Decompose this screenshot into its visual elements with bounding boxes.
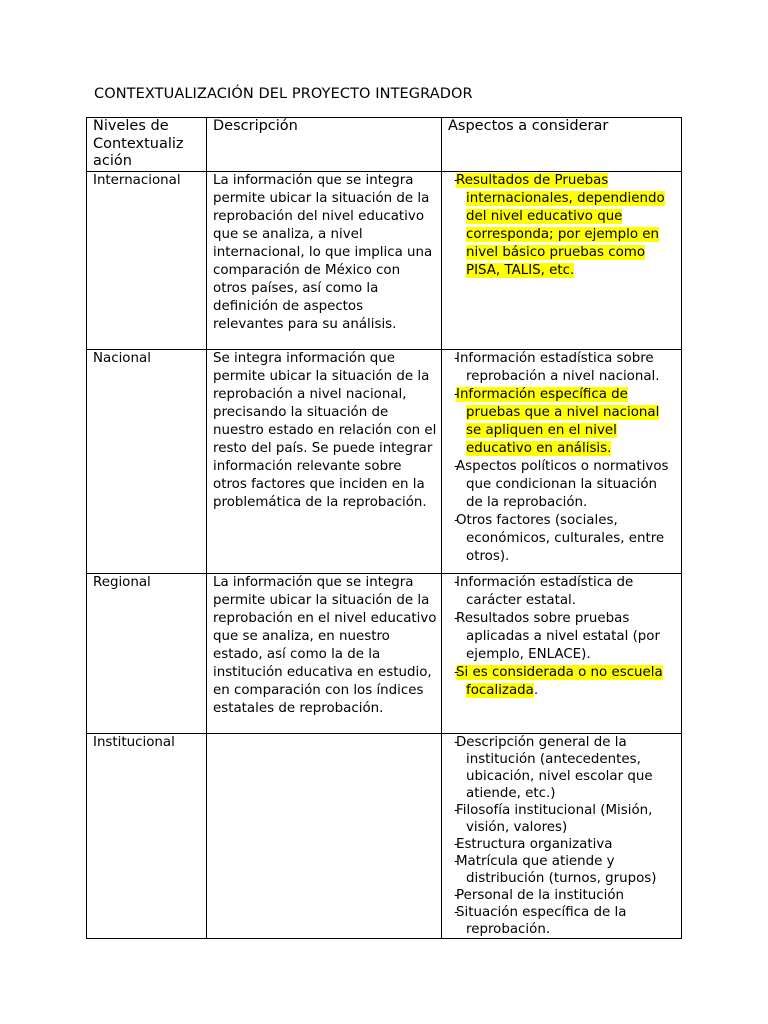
aspects-cell xyxy=(442,573,682,733)
highlighted-text: Información específica de pruebas que a nivel nacional se apliquen en el nivel educativo en análisis. xyxy=(456,386,660,456)
aspects-list xyxy=(448,734,677,938)
header-aspects: Aspectos a considerar xyxy=(442,118,682,172)
punctuation: . xyxy=(533,682,539,698)
document-title: CONTEXTUALIZACIÓN DEL PROYECTO INTEGRADOR xyxy=(94,86,473,102)
list-item: - Otros factores (sociales, económicos, culturales, entre otros). xyxy=(456,512,677,566)
contextualization-table xyxy=(86,117,682,939)
header-levels: Niveles de Contextualiz ación xyxy=(87,118,207,172)
list-item: - Resultados sobre pruebas aplicadas a nivel estatal (por ejemplo, ENLACE). xyxy=(456,610,677,664)
description-cell: Se integra información que permite ubicar la situación de la reprobación a nivel nacional, precisando la situación de nuestro estado en relación con el resto del país. Se puede integrar información relevante sobre otros factores que inciden en la problemática de la reprobación. xyxy=(207,349,442,573)
aspects-cell xyxy=(442,171,682,349)
list-item xyxy=(456,664,677,700)
list-item: - Filosofía institucional (Misión, visión, valores) xyxy=(456,802,677,836)
list-item: - Estructura organizativa xyxy=(456,836,677,853)
header-description: Descripción xyxy=(207,118,442,172)
list-item xyxy=(456,386,677,458)
list-item xyxy=(456,172,677,280)
description-cell: La información que se integra permite ubicar la situación de la reprobación del nivel educativo que se analiza, a nivel internacional, lo que implica una comparación de México con otros países, así como la definición de aspectos relevantes para su análisis. xyxy=(207,171,442,349)
table-row xyxy=(87,573,682,733)
list-item: - Información estadística sobre reprobación a nivel nacional. xyxy=(456,350,677,386)
table-row xyxy=(87,733,682,938)
highlighted-text: Si es considerada o no escuela focalizada xyxy=(456,664,663,698)
aspects-list xyxy=(448,350,677,566)
list-item: - Descripción general de la institución (antecedentes, ubicación, nivel escolar que atiende, etc.) xyxy=(456,734,677,802)
table-header-row xyxy=(87,118,682,172)
level-cell: Internacional xyxy=(87,171,207,349)
list-item: - Aspectos políticos o normativos que condicionan la situación de la reprobación. xyxy=(456,458,677,512)
aspects-list xyxy=(448,574,677,700)
aspects-cell xyxy=(442,733,682,938)
table-row xyxy=(87,171,682,349)
list-item: - Personal de la institución xyxy=(456,887,677,904)
level-cell: Institucional xyxy=(87,733,207,938)
aspects-list xyxy=(448,172,677,280)
list-item: - Matrícula que atiende y distribución (turnos, grupos) xyxy=(456,853,677,887)
level-cell: Nacional xyxy=(87,349,207,573)
description-cell xyxy=(207,733,442,938)
description-cell: La información que se integra permite ubicar la situación de la reprobación en el nivel educativo que se analiza, en nuestro estado, así como la de la institución educativa en estudio, en comparación con los índices estatales de reprobación. xyxy=(207,573,442,733)
highlighted-text: Resultados de Pruebas internacionales, dependiendo del nivel educativo que corresponda; por ejemplo en nivel básico pruebas como PISA, TALIS, etc. xyxy=(456,172,665,278)
aspects-cell xyxy=(442,349,682,573)
list-item: - Situación específica de la reprobación. xyxy=(456,904,677,938)
level-cell: Regional xyxy=(87,573,207,733)
table-row xyxy=(87,349,682,573)
list-item: - Información estadística de carácter estatal. xyxy=(456,574,677,610)
